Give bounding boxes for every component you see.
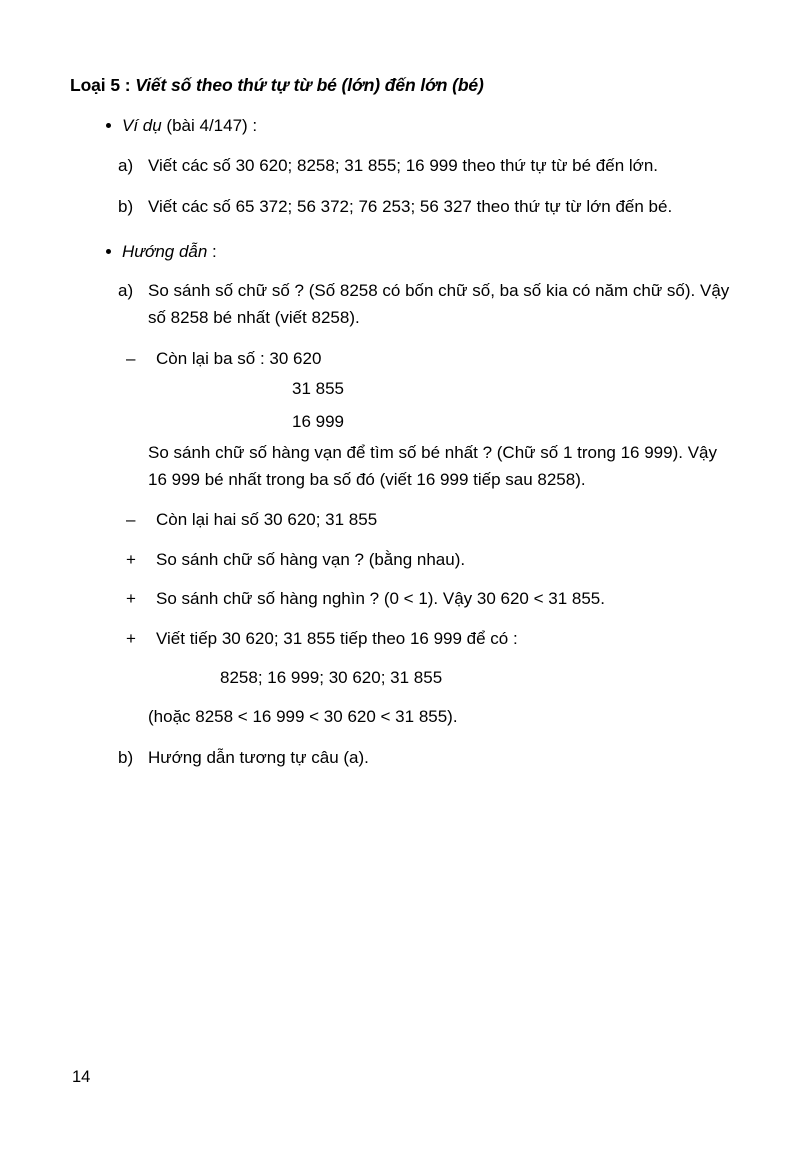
guide-sub-compare-nghin bbox=[70, 586, 736, 612]
example-item-a bbox=[70, 153, 736, 180]
guide-bullet-emphasis: Hướng dẫn bbox=[122, 241, 208, 261]
guide-item-a bbox=[70, 278, 736, 332]
guide-sub-compare-van bbox=[70, 547, 736, 573]
example-item-b-marker: b) bbox=[118, 196, 134, 216]
guide-sub-write-next-text: Viết tiếp 30 620; 31 855 tiếp theo 16 999 để có : bbox=[156, 628, 518, 648]
stacked-number: 31 855 bbox=[292, 378, 344, 398]
example-bullet-row bbox=[70, 115, 736, 138]
guide-bullet-row bbox=[70, 241, 736, 264]
guide-sub-remaining-two-text: Còn lại hai số 30 620; 31 855 bbox=[156, 510, 378, 530]
section-heading bbox=[70, 75, 736, 97]
guide-sub-remaining-two bbox=[70, 507, 736, 533]
example-item-a-marker: a) bbox=[118, 155, 134, 175]
section-heading-label: Loại 5 : bbox=[70, 75, 131, 95]
guide-sub-write-next bbox=[70, 626, 736, 652]
example-bullet-rest: (bài 4/147) : bbox=[161, 115, 258, 135]
bullet-dot-icon bbox=[106, 123, 111, 128]
bullet-dot-icon bbox=[106, 249, 111, 254]
page-content bbox=[70, 75, 736, 786]
guide-item-a-text: So sánh số chữ số ? (Số 8258 có bốn chữ số, ba số kia có năm chữ số). Vậy số 8258 bé nhất (viết 8258). bbox=[148, 281, 730, 328]
guide-sub-compare-van-text: So sánh chữ số hàng vạn ? (bằng nhau). bbox=[156, 549, 466, 569]
example-item-b bbox=[70, 194, 736, 221]
guide-item-b bbox=[70, 745, 736, 772]
dash-marker-icon: – bbox=[126, 349, 136, 369]
plus-marker-icon: + bbox=[126, 589, 136, 609]
stacked-number-list bbox=[70, 380, 736, 430]
guide-sub-compare-nghin-text: So sánh chữ số hàng nghìn ? (0 < 1). Vậy 30 620 < 31 855. bbox=[156, 589, 605, 609]
guide-bullet-rest: : bbox=[207, 241, 217, 261]
example-item-a-text: Viết các số 30 620; 8258; 31 855; 16 999 theo thứ tự từ bé đến lớn. bbox=[148, 155, 658, 175]
guide-item-b-marker: b) bbox=[118, 747, 134, 767]
guide-item-b-text: Hướng dẫn tương tự câu (a). bbox=[148, 747, 369, 767]
plus-marker-icon: + bbox=[126, 549, 136, 569]
page-number: 14 bbox=[72, 1068, 91, 1086]
example-bullet-emphasis: Ví dụ bbox=[122, 115, 162, 135]
section-heading-title: Viết số theo thứ tự từ bé (lớn) đến lớn (bé) bbox=[135, 75, 484, 95]
plus-marker-icon: + bbox=[126, 628, 136, 648]
result-sequence: 8258; 16 999; 30 620; 31 855 bbox=[220, 668, 443, 688]
guide-paragraph-compare: So sánh chữ số hàng vạn để tìm số bé nhất ? (Chữ số 1 trong 16 999). Vậy 16 999 bé nhất trong ba số đó (viết 16 999 tiếp sau 8258). bbox=[148, 442, 717, 489]
dash-marker-icon: – bbox=[126, 510, 136, 530]
result-alternate: (hoặc 8258 < 16 999 < 30 620 < 31 855). bbox=[148, 706, 458, 726]
guide-sub-remaining-three-text: Còn lại ba số : 30 620 bbox=[156, 349, 322, 369]
guide-sub-remaining-three bbox=[70, 346, 736, 372]
guide-item-a-marker: a) bbox=[118, 281, 134, 301]
stacked-number: 16 999 bbox=[292, 411, 344, 431]
example-item-b-text: Viết các số 65 372; 56 372; 76 253; 56 327 theo thứ tự từ lớn đến bé. bbox=[148, 196, 673, 216]
